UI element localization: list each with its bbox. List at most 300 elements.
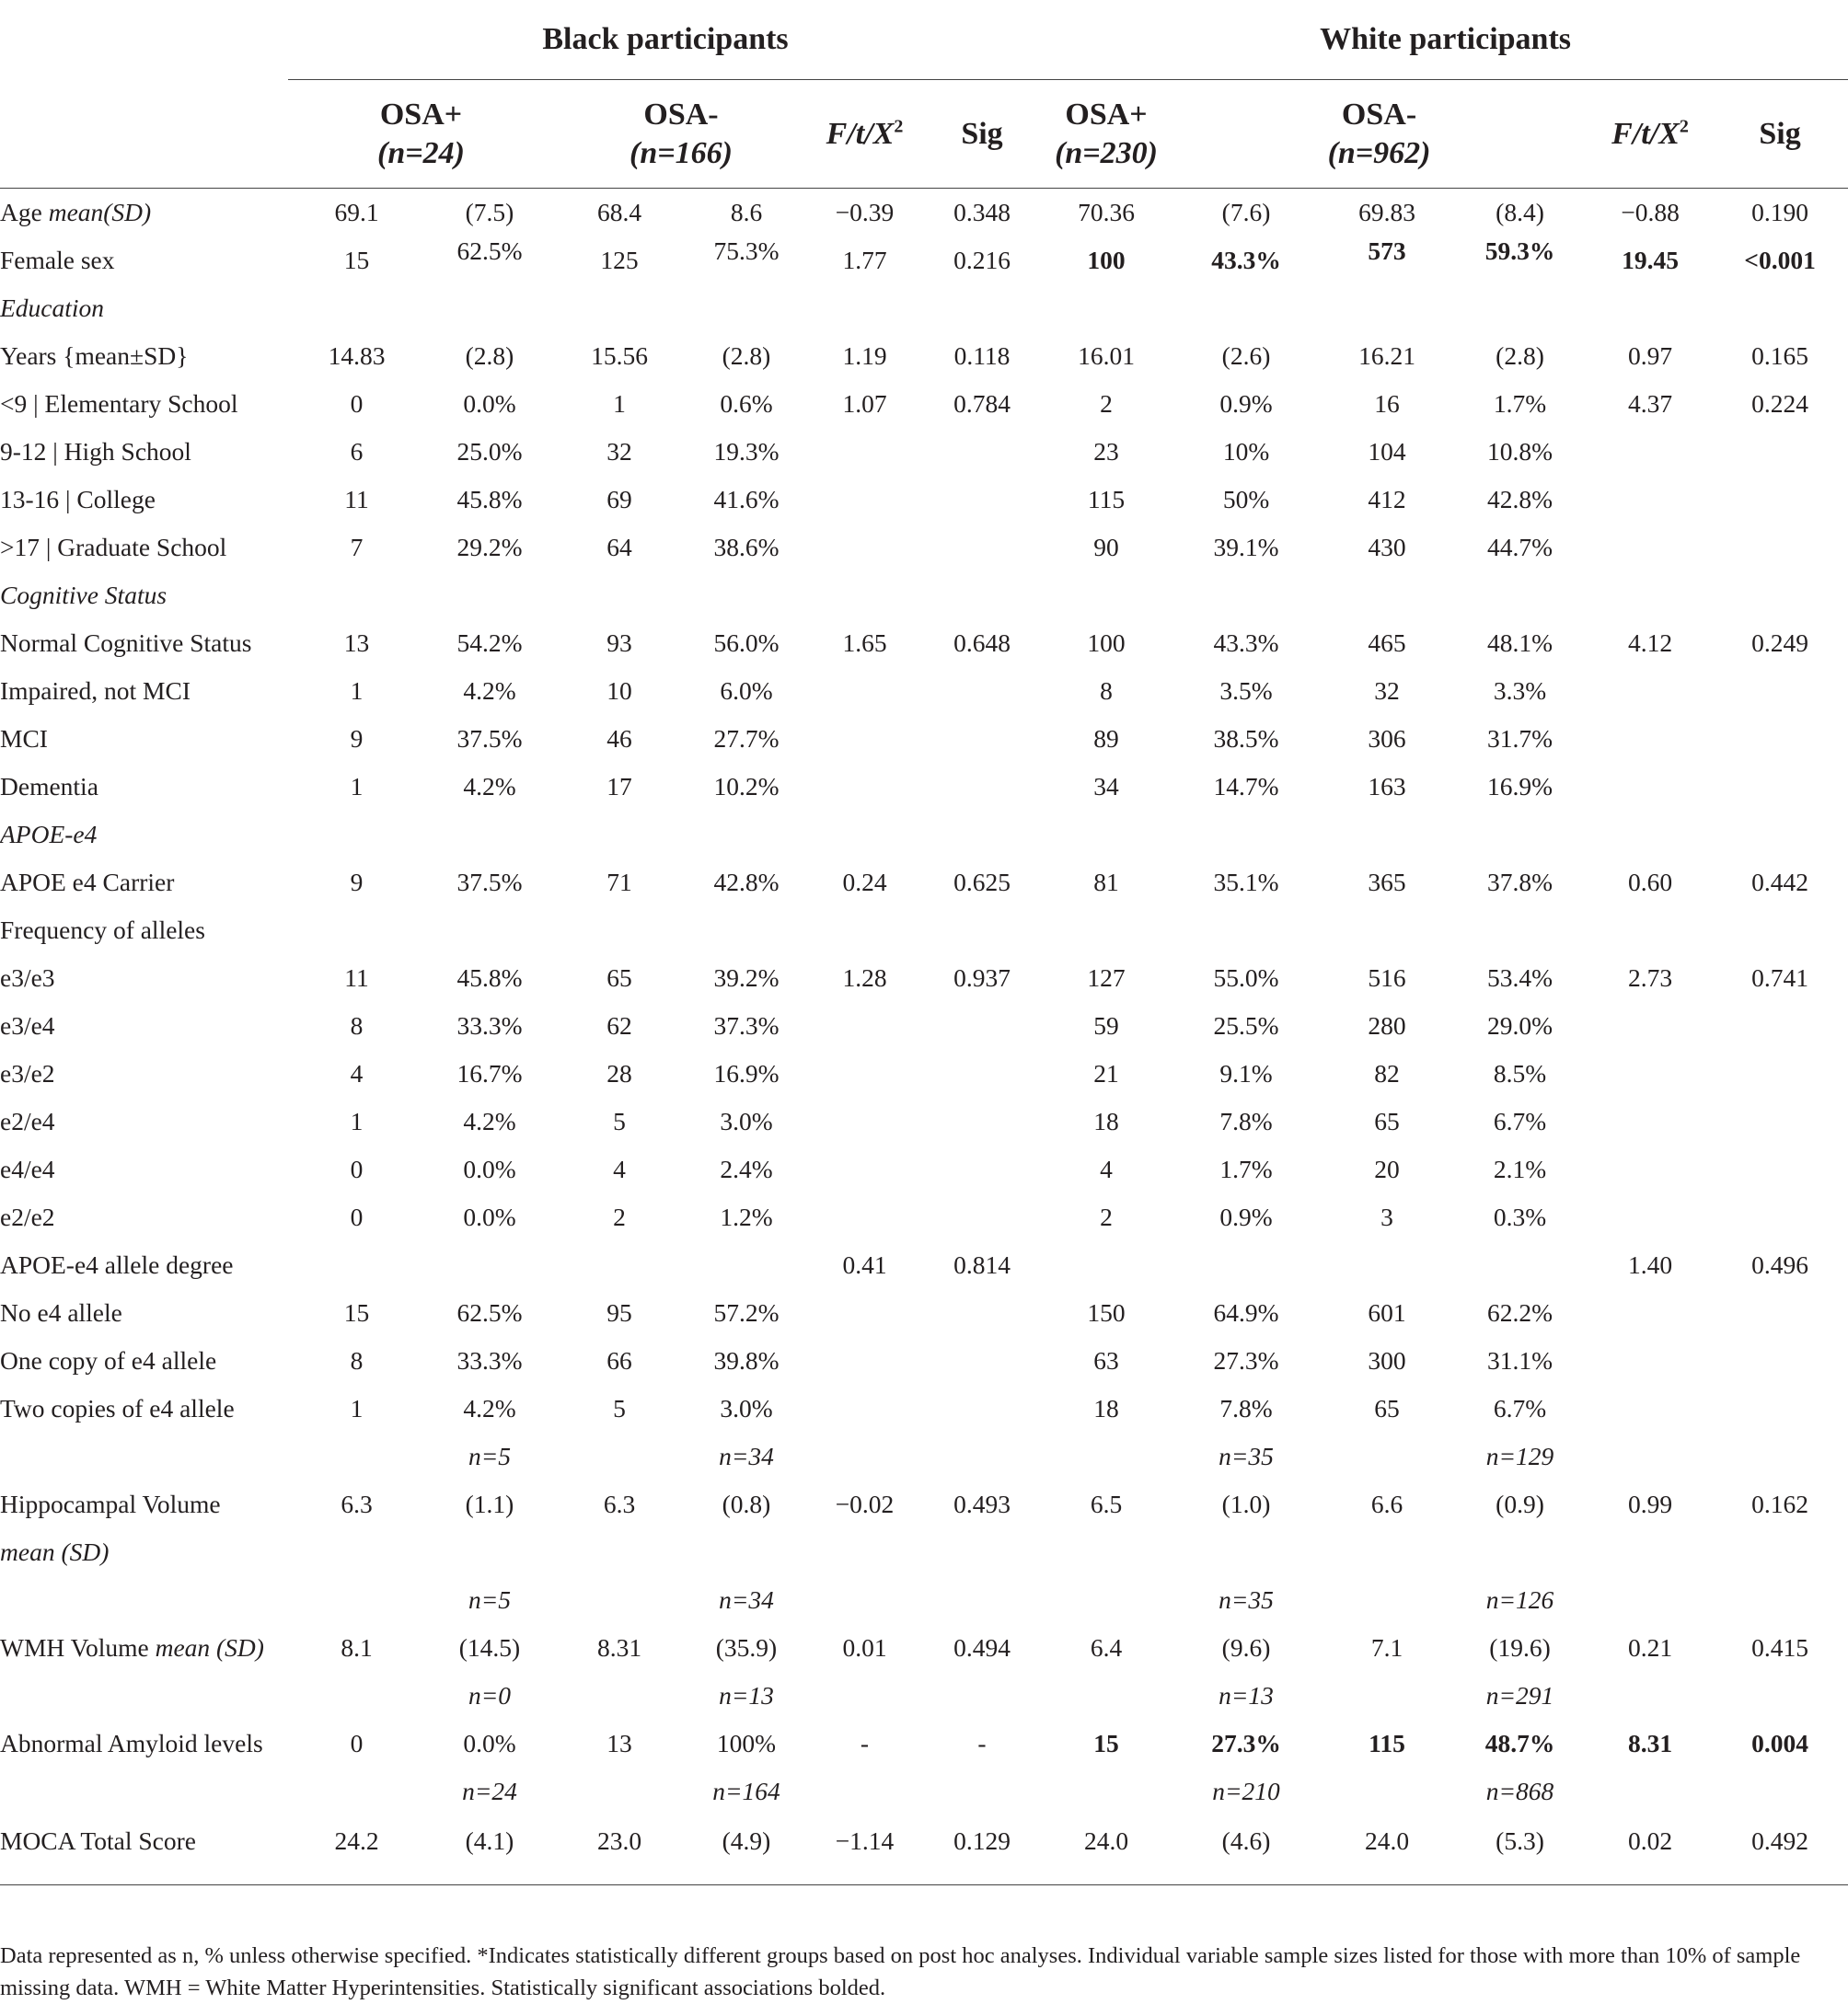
table-cell: 0.165	[1751, 341, 1808, 370]
table-cell: 15	[1093, 1729, 1119, 1757]
table-cell	[1322, 571, 1451, 619]
table-cell	[1170, 571, 1322, 619]
table-cell	[288, 284, 425, 332]
table-cell: 16.9%	[1487, 772, 1553, 801]
table-cell	[554, 1576, 685, 1624]
table-cell	[808, 1385, 921, 1433]
table-cell: 53.4%	[1487, 963, 1553, 992]
col-black-sig: Sig	[921, 80, 1043, 189]
table-cell: 430	[1368, 533, 1406, 561]
table-cell: 21	[1093, 1059, 1119, 1088]
table-cell: n=34	[719, 1585, 774, 1614]
table-cell	[1588, 571, 1712, 619]
table-cell: 1	[350, 772, 364, 801]
table-cell: 11	[344, 485, 369, 513]
table-cell: 8.6	[730, 198, 763, 226]
col-white-osa-pos	[1043, 80, 1170, 189]
table-cell: 0.004	[1751, 1729, 1808, 1757]
table-row	[0, 1768, 1848, 1815]
table-cell: −0.39	[835, 198, 895, 226]
table-cell	[554, 1672, 685, 1720]
table-cell: 0.442	[1751, 868, 1808, 896]
table-cell: 2	[1100, 389, 1113, 418]
table-cell: 3.3%	[1493, 676, 1547, 705]
table-cell: 24.0	[1083, 1826, 1129, 1855]
table-row	[0, 1050, 1848, 1098]
table-cell: 9	[350, 868, 364, 896]
table-cell: 19.45	[1622, 246, 1679, 274]
row-label: mean (SD)	[0, 1538, 110, 1566]
row-label: Hippocampal Volume	[0, 1490, 221, 1518]
table-row	[0, 1624, 1848, 1672]
table-cell	[921, 571, 1043, 619]
table-cell: 0.41	[842, 1250, 887, 1279]
table-cell: 3.5%	[1219, 676, 1273, 705]
table-cell: n=291	[1485, 1681, 1554, 1710]
table-cell	[1043, 906, 1170, 954]
table-cell	[1712, 284, 1848, 332]
table-cell	[1588, 1768, 1712, 1815]
table-cell	[921, 763, 1043, 811]
table-cell: 20	[1374, 1155, 1400, 1183]
table-cell	[1170, 284, 1322, 332]
table-cell: 104	[1368, 437, 1406, 466]
table-row	[0, 858, 1848, 906]
col-label: OSA+	[1065, 97, 1148, 132]
row-label: Dementia	[0, 772, 98, 801]
table-cell	[921, 1528, 1043, 1576]
table-row	[0, 763, 1848, 811]
col-black-osa-pos	[288, 80, 554, 189]
table-cell: 59	[1093, 1011, 1119, 1040]
table-cell	[1043, 284, 1170, 332]
table-footnote: Data represented as n, % unless otherwise specified. *Indicates statistically different groups based on post hoc analyses. Individual variable sample sizes listed for those with more than 10% of sample missing data. WMH = White Matter Hyperintensities. Statistically significant associations bolded.	[0, 1943, 1801, 2000]
table-cell: n=35	[1219, 1442, 1274, 1470]
table-cell: 16	[1374, 389, 1400, 418]
table-cell: (8.4)	[1496, 198, 1544, 226]
row-label: e3/e4	[0, 1011, 55, 1040]
table-row	[0, 1672, 1848, 1720]
table-cell	[1588, 1576, 1712, 1624]
table-cell: 0.9%	[1219, 1203, 1273, 1231]
table-cell	[554, 284, 685, 332]
table-cell: 465	[1368, 628, 1406, 657]
table-cell: 18	[1093, 1394, 1119, 1423]
table-cell: 0.216	[953, 246, 1011, 274]
table-cell	[1712, 1672, 1848, 1720]
table-row	[0, 1241, 1848, 1289]
table-cell: 37.5%	[456, 868, 523, 896]
table-cell: 31.7%	[1487, 724, 1553, 753]
table-cell: 7.8%	[1219, 1107, 1273, 1135]
table-cell: n=24	[462, 1777, 517, 1805]
table-cell: 65	[1374, 1394, 1400, 1423]
col-n: (n=24)	[377, 135, 465, 170]
table-cell: 10	[606, 676, 632, 705]
table-cell: 6.3	[603, 1490, 636, 1518]
table-cell: 0.118	[953, 341, 1011, 370]
table-cell	[1043, 571, 1170, 619]
table-cell: 6.7%	[1493, 1107, 1547, 1135]
table-cell	[1588, 284, 1712, 332]
table-cell	[554, 906, 685, 954]
table-cell	[1712, 906, 1848, 954]
table-cell	[1588, 906, 1712, 954]
table-cell: -	[977, 1729, 987, 1757]
table-cell	[1712, 1002, 1848, 1050]
table-cell	[1322, 811, 1451, 858]
table-cell: 55.0%	[1213, 963, 1279, 992]
table-row	[0, 954, 1848, 1002]
col-black-stat: $F/t/X^2$	[808, 80, 921, 189]
table-cell	[685, 284, 808, 332]
table-cell	[1043, 1528, 1170, 1576]
table-cell: 11	[344, 963, 369, 992]
table-cell: n=5	[468, 1585, 512, 1614]
table-cell: 0.625	[953, 868, 1011, 896]
table-cell: 24.0	[1364, 1826, 1410, 1855]
table-cell: 64.9%	[1213, 1298, 1279, 1327]
table-row	[0, 524, 1848, 571]
table-cell	[808, 571, 921, 619]
table-cell	[1588, 1002, 1712, 1050]
table-cell: 0.0%	[463, 389, 516, 418]
table-row	[0, 715, 1848, 763]
table-cell: 10.8%	[1487, 437, 1553, 466]
table-cell	[554, 811, 685, 858]
table-cell	[1712, 1289, 1848, 1337]
table-cell: 27.7%	[713, 724, 780, 753]
table-cell	[1588, 811, 1712, 858]
table-cell: 0.24	[842, 868, 887, 896]
col-black-osa-neg	[554, 80, 808, 189]
table-cell: 13	[343, 628, 370, 657]
table-cell: n=0	[468, 1681, 512, 1710]
col-white-osa-neg	[1170, 80, 1588, 189]
group-header-white: White participants	[1043, 0, 1848, 80]
table-row	[0, 236, 1848, 284]
table-cell: 37.5%	[456, 724, 523, 753]
row-label: APOE-e4 allele degree	[0, 1250, 234, 1279]
table-cell	[288, 1576, 425, 1624]
table-cell: 45.8%	[456, 485, 523, 513]
table-cell	[1712, 1146, 1848, 1193]
table-cell	[808, 476, 921, 524]
table-cell: 62	[606, 1011, 632, 1040]
table-cell	[921, 428, 1043, 476]
table-cell: 59.3%	[1484, 236, 1555, 265]
table-cell: 25.5%	[1213, 1011, 1279, 1040]
table-cell	[921, 1146, 1043, 1193]
table-cell	[1043, 1576, 1170, 1624]
table-cell: 573	[1368, 236, 1406, 265]
table-cell: 8.5%	[1493, 1059, 1547, 1088]
table-cell	[1588, 1289, 1712, 1337]
table-cell: 16.9%	[713, 1059, 780, 1088]
table-cell: 45.8%	[456, 963, 523, 992]
table-row	[0, 476, 1848, 524]
table-cell	[1043, 1241, 1170, 1289]
row-label: >17 | Graduate School	[0, 533, 227, 561]
table-row	[0, 1193, 1848, 1241]
table-cell: 1	[350, 1394, 364, 1423]
table-cell: (2.6)	[1221, 341, 1271, 370]
table-cell: 27.3%	[1211, 1729, 1281, 1757]
table-row	[0, 1002, 1848, 1050]
table-cell: 48.1%	[1487, 628, 1553, 657]
table-cell: n=13	[719, 1681, 774, 1710]
table-cell: 7.8%	[1219, 1394, 1273, 1423]
table-cell	[1588, 1050, 1712, 1098]
table-cell: 1.7%	[1493, 389, 1547, 418]
table-cell	[1712, 476, 1848, 524]
table-cell	[808, 1098, 921, 1146]
table-row	[0, 811, 1848, 858]
table-cell	[1712, 715, 1848, 763]
table-cell: 2.73	[1627, 963, 1673, 992]
table-cell: 1	[613, 389, 626, 418]
table-cell: 1.28	[842, 963, 887, 992]
table-cell: 4.2%	[463, 1394, 516, 1423]
table-cell: 15	[343, 1298, 370, 1327]
table-cell: 37.3%	[713, 1011, 780, 1040]
table-cell: n=868	[1485, 1777, 1554, 1805]
table-cell	[425, 811, 554, 858]
table-cell	[921, 906, 1043, 954]
table-cell: 69	[606, 485, 632, 513]
table-cell: 33.3%	[456, 1346, 523, 1375]
table-cell: 17	[606, 772, 632, 801]
table-cell: 32	[606, 437, 632, 466]
table-cell: 64	[606, 533, 632, 561]
table-cell: 69.83	[1358, 198, 1415, 226]
table-cell	[1451, 284, 1588, 332]
table-cell: 1.65	[842, 628, 887, 657]
table-cell	[921, 1385, 1043, 1433]
table-row	[0, 428, 1848, 476]
table-cell	[288, 571, 425, 619]
col-white-sig: Sig	[1712, 80, 1848, 189]
table-cell: 62.5%	[456, 236, 523, 265]
row-label: Two copies of e4 allele	[0, 1394, 235, 1423]
table-cell	[921, 1433, 1043, 1480]
table-cell: 81	[1093, 868, 1119, 896]
table-row	[0, 332, 1848, 380]
table-cell	[1170, 1241, 1322, 1289]
table-cell	[921, 476, 1043, 524]
table-cell	[1588, 428, 1712, 476]
table-cell: 5	[613, 1394, 626, 1423]
table-cell: 127	[1087, 963, 1126, 992]
table-cell: 38.6%	[713, 533, 780, 561]
table-cell	[808, 1050, 921, 1098]
table-cell	[1712, 667, 1848, 715]
table-cell	[1170, 906, 1322, 954]
table-cell: 6	[350, 437, 364, 466]
table-cell: (4.1)	[465, 1826, 514, 1855]
table-cell: 90	[1093, 533, 1119, 561]
table-cell: 163	[1368, 772, 1406, 801]
table-cell	[1043, 1433, 1170, 1480]
table-cell: 10.2%	[713, 772, 780, 801]
table-cell: 6.6	[1370, 1490, 1403, 1518]
table-cell: 66	[606, 1346, 632, 1375]
table-cell: 8.1	[341, 1633, 373, 1662]
table-cell	[808, 906, 921, 954]
table-cell: 280	[1368, 1011, 1406, 1040]
row-label: Age mean(SD)	[0, 198, 152, 226]
table-row	[0, 1576, 1848, 1624]
table-cell: 1.40	[1627, 1250, 1673, 1279]
table-cell: (9.6)	[1221, 1633, 1271, 1662]
table-cell	[425, 1241, 554, 1289]
table-cell: 38.5%	[1213, 724, 1279, 753]
row-label	[0, 1576, 288, 1624]
table-row	[0, 1098, 1848, 1146]
table-cell	[1588, 1528, 1712, 1576]
table-cell: 70.36	[1078, 198, 1135, 226]
table-cell: 15.56	[591, 341, 648, 370]
table-cell: 100	[1087, 246, 1126, 274]
table-cell: 115	[1087, 485, 1126, 513]
table-cell: 0.0%	[463, 1203, 516, 1231]
table-row	[0, 1337, 1848, 1385]
table-cell: 42.8%	[1487, 485, 1553, 513]
table-cell	[1712, 1385, 1848, 1433]
table-cell: 89	[1093, 724, 1119, 753]
table-cell: 115	[1369, 1729, 1405, 1757]
table-cell: 0.6%	[720, 389, 773, 418]
table-cell	[1322, 1433, 1451, 1480]
col-label: OSA-	[1341, 97, 1417, 132]
table-cell	[808, 1768, 921, 1815]
table-cell: 300	[1368, 1346, 1406, 1375]
table-row	[0, 906, 1848, 954]
table-cell: 35.1%	[1213, 868, 1279, 896]
table-cell: 0.741	[1751, 963, 1808, 992]
table-cell	[1712, 1193, 1848, 1241]
table-cell: 29.0%	[1487, 1011, 1553, 1040]
row-label	[0, 1433, 288, 1480]
table-row	[0, 571, 1848, 619]
table-cell	[808, 1337, 921, 1385]
table-cell	[1170, 811, 1322, 858]
table-cell: 8.31	[1627, 1729, 1673, 1757]
table-row	[0, 1146, 1848, 1193]
row-label: 13-16 | College	[0, 485, 156, 513]
table-cell: 3	[1380, 1203, 1393, 1231]
table-cell: 0.937	[953, 963, 1011, 992]
table-cell: <0.001	[1744, 246, 1816, 274]
table-cell	[921, 1050, 1043, 1098]
table-cell	[1170, 1528, 1322, 1576]
table-cell: 0.3%	[1493, 1203, 1547, 1231]
col-label: OSA-	[643, 97, 719, 132]
table-cell: 46	[606, 724, 632, 753]
table-cell: 601	[1368, 1298, 1406, 1327]
table-cell	[808, 1433, 921, 1480]
table-cell: 0	[350, 1729, 364, 1757]
col-n: (n=962)	[1327, 135, 1431, 170]
table-cell: 5	[613, 1107, 626, 1135]
table-cell: 4.2%	[463, 676, 516, 705]
table-cell: 0.02	[1627, 1826, 1673, 1855]
table-cell: 0.60	[1627, 868, 1673, 896]
table-cell: (7.6)	[1221, 198, 1271, 226]
table-cell: 7.1	[1370, 1633, 1403, 1662]
table-cell	[1712, 524, 1848, 571]
table-cell	[1588, 715, 1712, 763]
table-row	[0, 189, 1848, 237]
table-cell	[1712, 1050, 1848, 1098]
table-cell	[1322, 906, 1451, 954]
table-cell: 23	[1093, 437, 1119, 466]
table-cell: 2.1%	[1493, 1155, 1547, 1183]
table-cell	[808, 1002, 921, 1050]
row-label: e3/e3	[0, 963, 55, 992]
table-cell: 0	[350, 389, 364, 418]
table-cell: 4.12	[1627, 628, 1673, 657]
table-cell: 39.1%	[1213, 533, 1279, 561]
table-cell: 0.01	[842, 1633, 887, 1662]
table-cell: 4	[1100, 1155, 1113, 1183]
table-cell: 62.5%	[456, 1298, 523, 1327]
table-cell: (5.3)	[1496, 1826, 1544, 1855]
table-cell: 4	[613, 1155, 626, 1183]
table-cell: n=126	[1485, 1585, 1554, 1614]
table-cell	[1588, 1098, 1712, 1146]
table-cell: 1.2%	[720, 1203, 773, 1231]
header-stub	[0, 0, 288, 80]
table-cell	[554, 1768, 685, 1815]
table-cell: 0.648	[953, 628, 1011, 657]
table-cell: 125	[600, 246, 639, 274]
table-cell	[288, 1241, 425, 1289]
table-cell: n=35	[1219, 1585, 1274, 1614]
table-cell	[1588, 1433, 1712, 1480]
bottom-rule	[0, 1866, 1848, 1885]
table-row	[0, 1720, 1848, 1768]
table-cell: (35.9)	[715, 1633, 778, 1662]
table-cell	[808, 763, 921, 811]
table-cell: (4.9)	[722, 1826, 771, 1855]
table-cell	[1588, 524, 1712, 571]
table-body	[0, 189, 1848, 1885]
table-cell: 0.415	[1751, 1633, 1808, 1662]
row-label: One copy of e4 allele	[0, 1346, 217, 1375]
row-label: e4/e4	[0, 1155, 55, 1183]
table-cell	[425, 906, 554, 954]
table-cell: 48.7%	[1484, 1729, 1555, 1757]
table-cell	[1322, 1768, 1451, 1815]
table-cell	[1588, 1193, 1712, 1241]
col-n: (n=166)	[629, 135, 733, 170]
table-cell: 13	[606, 1729, 632, 1757]
table-cell: 100	[1087, 628, 1126, 657]
table-cell: 8.31	[596, 1633, 642, 1662]
table-cell: 4.2%	[463, 772, 516, 801]
table-cell: 24.2	[334, 1826, 379, 1855]
table-cell	[554, 1241, 685, 1289]
table-cell: 6.7%	[1493, 1394, 1547, 1423]
table-cell: 95	[606, 1298, 632, 1327]
table-cell: (1.1)	[465, 1490, 514, 1518]
table-cell: (7.5)	[465, 198, 514, 226]
table-row	[0, 619, 1848, 667]
table-cell	[808, 811, 921, 858]
table-cell: 19.3%	[713, 437, 780, 466]
table-cell: 14.7%	[1213, 772, 1279, 801]
